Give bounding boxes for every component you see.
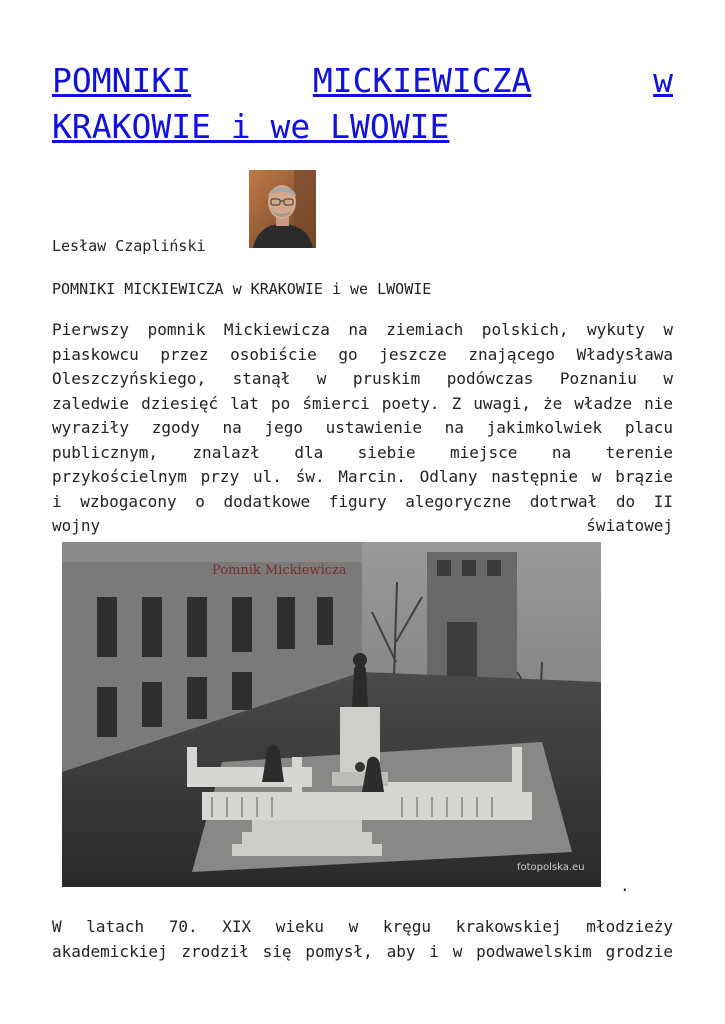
paragraph-1-line: piaskowcu przez osobiście go jeszcze znającego Władysława [52,344,673,364]
paragraph-2 [52,915,673,964]
paragraph-2-line: W latach 70. XIX wieku w kręgu krakowskiej młodzieży [52,917,673,936]
paragraph-1-line: zaledwie dziesięć lat po śmierci poety. Z uwagi, że władze nie [52,393,673,413]
photo-caption: Pomnik Mickiewicza [212,563,347,578]
article-title-link[interactable] [52,58,673,150]
monument-photo [62,542,601,887]
photo-watermark: fotopolska.eu [517,862,585,873]
paragraph-1-line: Pierwszy pomnik Mickiewicza na ziemiach polskich, wykuty w [52,320,673,339]
author-portrait-image [249,170,316,248]
title-line-1 [52,58,673,104]
paragraph-1-line: przykościelnym przy ul. św. Marcin. Odlany następnie w brązie [52,467,673,486]
title-line-2: KRAKOWIE i we LWOWIE [52,107,450,146]
monument-photo-icon [62,542,601,887]
title-word-w: w [653,61,673,100]
paragraph-1-line: wojny światowej [52,516,673,535]
paragraph-1-line: wyraziły zgody na jego ustawienie na jakimkolwiek placu [52,418,673,437]
author-portrait-icon [249,170,316,248]
trailing-dot: . [620,876,630,895]
title-word-pomniki: POMNIKI [52,61,192,100]
paragraph-1-line: Oleszczyńskiego, stanął w pruskim podówczas Poznaniu w [52,369,673,388]
article-subtitle: POMNIKI MICKIEWICZA w KRAKOWIE i we LWOWIE [52,280,432,298]
paragraph-2-line: akademickiej zrodził się pomysł, aby i w podwawelskim grodzie [52,941,673,961]
author-name: Lesław Czapliński [52,237,206,255]
title-word-mickiewicza: MICKIEWICZA [312,61,532,100]
paragraph-1 [52,318,673,539]
paragraph-1-line: i wzbogacony o dodatkowe figury alegoryczne dotrwał do II [52,491,673,511]
paragraph-1-line: publicznym, znalazł dla siebie miejsce na terenie [52,442,673,462]
